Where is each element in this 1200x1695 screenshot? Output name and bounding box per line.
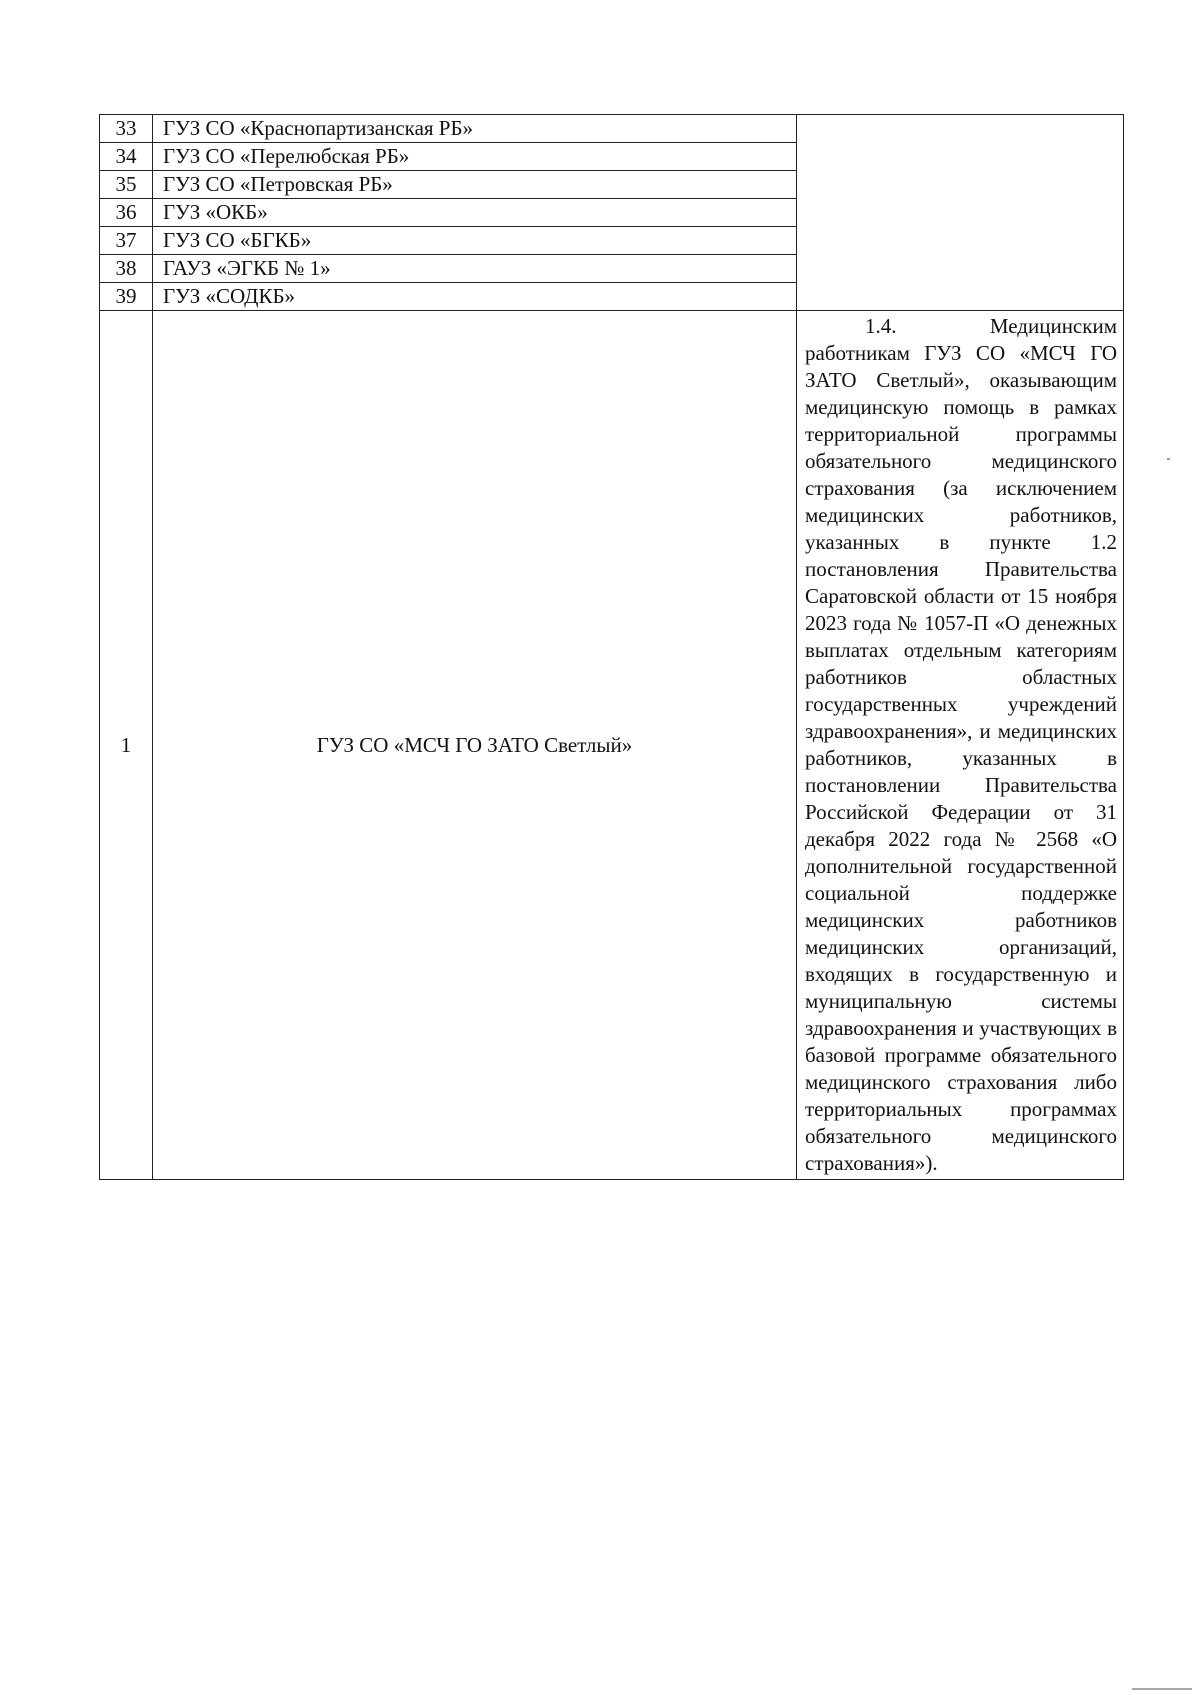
description-cell (797, 311, 1124, 1180)
scan-speck (1167, 458, 1170, 460)
institution-name: ГУЗ СО «Перелюбская РБ» (153, 143, 797, 171)
table-row (100, 115, 1124, 143)
institution-name: ГУЗ СО «Петровская РБ» (153, 171, 797, 199)
row-number: 37 (100, 227, 153, 255)
institution-name: ГУЗ «СОДКБ» (153, 283, 797, 311)
empty-description-cell (797, 115, 1124, 311)
institution-name: ГУЗ СО «БГКБ» (153, 227, 797, 255)
institution-name: ГУЗ СО «МСЧ ГО ЗАТО Светлый» (153, 311, 797, 1180)
description-text: 1.4. Медицинским работникам ГУЗ СО «МСЧ ГО ЗАТО Светлый», оказывающим медицинскую помощь в рамках территориальной программы обязательного медицинского страхования (за исключением медицинских работников, указанных в пункте 1.2 постановления Правительства Саратовской области от 15 ноября 2023 года № 1057-П «О денежных выплатах отдельным категориям работников областных государственных учреждений здравоохранения», и медицинских работников, указанных в постановлении Правительства Российской Федерации от 31 декабря 2022 года № 2568 «О дополнительной государственной социальной поддержке медицинских работников медицинских организаций, входящих в государственную и муниципальную системы здравоохранения и участвующих в базовой программе обязательного медицинского страхования либо территориальных программах обязательного медицинского страхования»). (805, 314, 1117, 1175)
institution-name: ГУЗ «ОКБ» (153, 199, 797, 227)
row-number: 33 (100, 115, 153, 143)
row-number: 1 (100, 311, 153, 1180)
table-row-main (100, 311, 1124, 1180)
row-number: 39 (100, 283, 153, 311)
row-number: 35 (100, 171, 153, 199)
row-number: 34 (100, 143, 153, 171)
institution-name: ГАУЗ «ЭГКБ № 1» (153, 255, 797, 283)
row-number: 38 (100, 255, 153, 283)
row-number: 36 (100, 199, 153, 227)
institution-name: ГУЗ СО «Краснопартизанская РБ» (153, 115, 797, 143)
institutions-table (99, 114, 1124, 1180)
scan-edge-mark (1132, 1688, 1192, 1690)
